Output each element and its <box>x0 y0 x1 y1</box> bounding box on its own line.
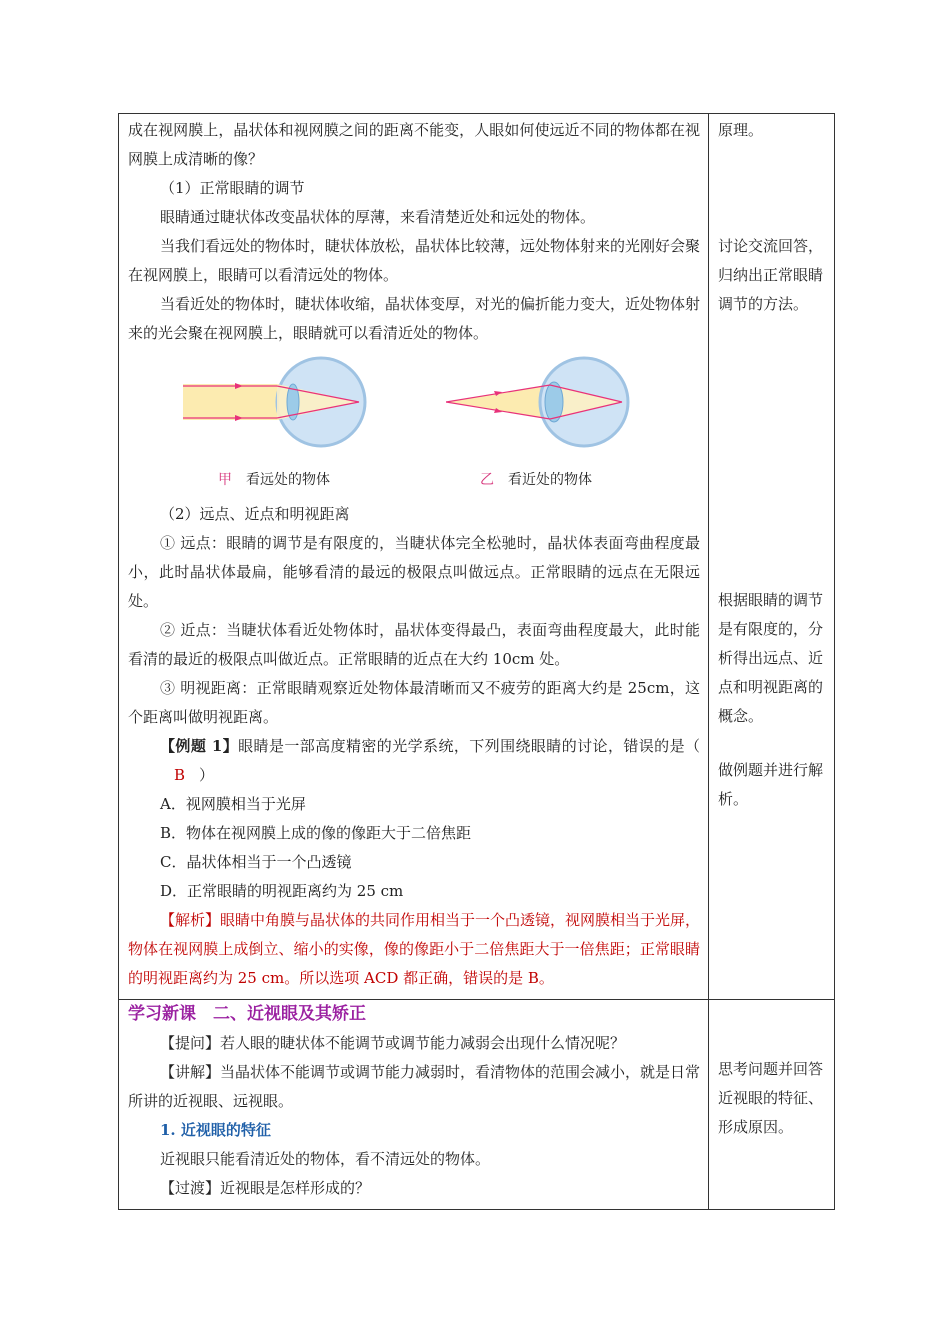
points-heading: （2）远点、近点和明视距离 <box>160 505 350 523</box>
eye-far-diagram <box>183 356 373 466</box>
near-view-paragraph: 当看近处的物体时，睫状体收缩，晶状体变厚，对光的偏折能力变大，近处物体射来的光会聚在视网膜上，眼睛就可以看清近处的物体。 <box>128 295 701 342</box>
example-question <box>128 732 700 790</box>
question-paragraph: 【提问】若人眼的睫状体不能调节或调节能力减弱会出现什么情况呢？ <box>160 1034 626 1052</box>
side-principle: 原理。 <box>718 121 764 139</box>
eye-far-marker: 甲 <box>218 472 232 488</box>
analysis-paragraph: 【解析】眼睛中角膜与晶状体的共同作用相当于一个凸透镜，视网膜相当于光屏，物体在视网膜上成倒立、缩小的实像，像的像距小于二倍焦距大于一倍焦距；正常眼睛的明视距离约为 25 cm。所以选项 ACD 都正确，错误的是 B。 <box>128 911 701 987</box>
eye-far-caption <box>218 466 330 495</box>
activity-cell <box>709 114 835 1000</box>
eye-near-diagram <box>446 356 636 466</box>
intro-paragraph: 成在视网膜上，晶状体和视网膜之间的距离不能变，人眼如何使远近不同的物体都在视网膜上成清晰的像？ <box>128 121 700 168</box>
side-analyze: 根据眼睛的调节是有限度的，分析得出远点、近点和明视距离的概念。 <box>718 591 824 725</box>
example-label: 【例题 1】 <box>160 737 239 755</box>
table-row <box>119 114 835 1000</box>
explain-paragraph: 【讲解】当晶状体不能调节或调节能力减弱时，看清物体的范围会减小，就是日常所讲的近视眼、远视眼。 <box>128 1063 701 1110</box>
option-b: B．物体在视网膜上成的像的像距大于二倍焦距 <box>160 824 472 842</box>
myopia-paragraph: 近视眼只能看清近处的物体，看不清远处的物体。 <box>160 1150 491 1168</box>
eye-far-caption-text: 看远处的物体 <box>246 472 330 488</box>
transition-paragraph: 【过渡】近视眼是怎样形成的？ <box>160 1179 371 1197</box>
example-close: ） <box>199 766 215 784</box>
content-cell <box>119 1000 709 1210</box>
far-point-paragraph: ① 远点：眼睛的调节是有限度的，当睫状体完全松驰时，晶状体表面弯曲程度最小，此时晶状体最扁，能够看清的最远的极限点叫做远点。正常眼睛的远点在无限远处。 <box>128 534 700 610</box>
option-c: C．晶状体相当于一个凸透镜 <box>160 853 352 871</box>
eye-near-marker: 乙 <box>480 472 494 488</box>
table-row <box>119 1000 835 1210</box>
option-a: A．视网膜相当于光屏 <box>160 795 306 813</box>
eye-near-caption-text: 看近处的物体 <box>508 472 592 488</box>
activity-cell <box>709 1000 835 1210</box>
side-discuss: 讨论交流回答，归纳出正常眼睛调节的方法。 <box>718 237 824 313</box>
normal-eye-heading: （1）正常眼睛的调节 <box>160 179 305 197</box>
section-heading: 学习新课 二、近视眼及其矫正 <box>128 1004 366 1024</box>
myopia-subheading: 1. 近视眼的特征 <box>160 1121 271 1139</box>
option-d: D．正常眼睛的明视距离约为 25 cm <box>160 882 404 900</box>
eye-figure <box>128 356 700 496</box>
side-think: 思考问题并回答近视眼的特征、形成原因。 <box>718 1060 824 1136</box>
side-example: 做例题并进行解析。 <box>718 761 824 808</box>
example-text: 眼睛是一部高度精密的光学系统，下列围绕眼睛的讨论，错误的是（ <box>238 737 700 755</box>
lesson-plan-table <box>118 113 835 1210</box>
example-answer: B <box>174 766 186 784</box>
near-point-paragraph: ② 近点：当睫状体看近处物体时，晶状体变得最凸，表面弯曲程度最大，此时能看清的最近的极限点叫做近点。正常眼睛的近点在大约 10cm 处。 <box>128 621 700 668</box>
distinct-vision-paragraph: ③ 明视距离：正常眼睛观察近处物体最清晰而又不疲劳的距离大约是 25cm，这个距离叫做明视距离。 <box>128 679 700 726</box>
adjust-paragraph: 眼睛通过睫状体改变晶状体的厚薄，来看清楚近处和远处的物体。 <box>160 208 596 226</box>
far-view-paragraph: 当我们看远处的物体时，睫状体放松，晶状体比较薄，远处物体射来的光刚好会聚在视网膜上，眼睛可以看清远处的物体。 <box>128 237 701 284</box>
content-cell <box>119 114 709 1000</box>
eye-near-caption <box>480 466 592 495</box>
